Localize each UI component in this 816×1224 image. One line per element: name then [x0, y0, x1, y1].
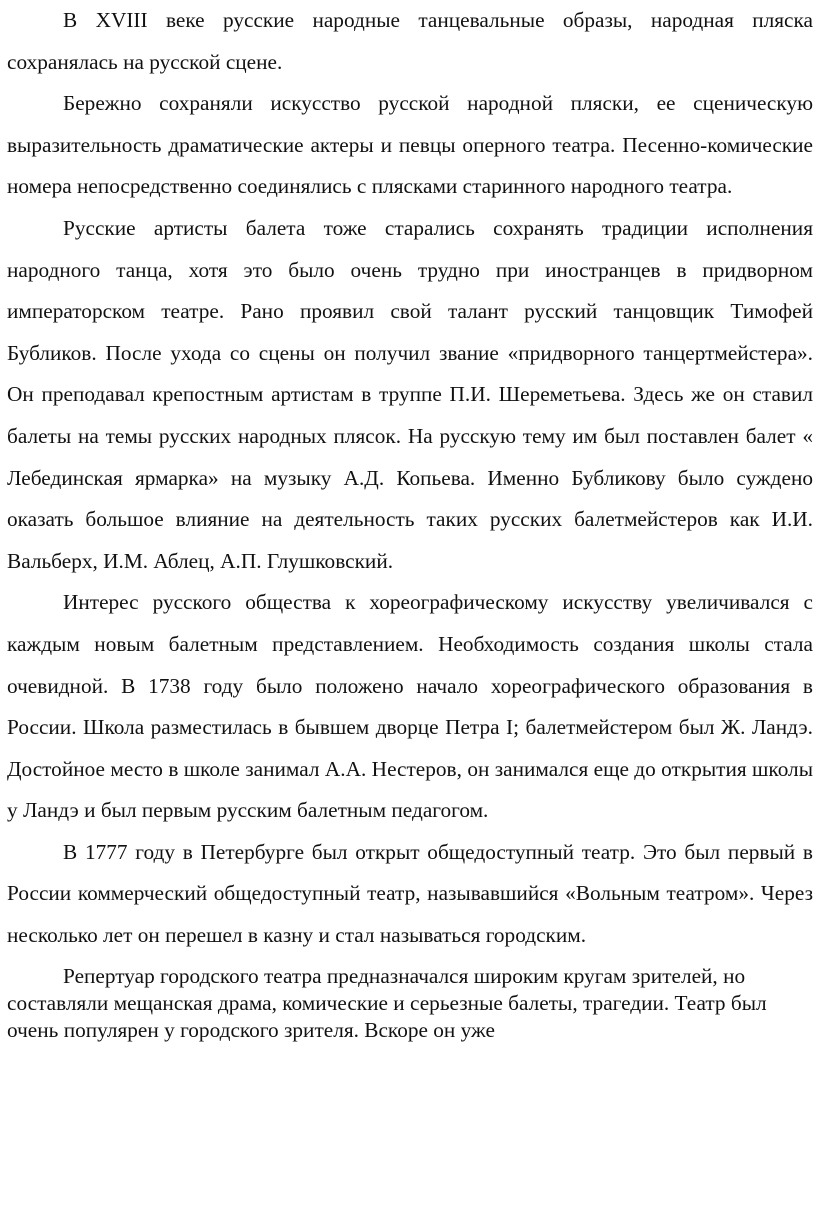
paragraph-2: Бережно сохраняли искусство русской народной пляски, ее сценическую выразительность драматические актеры и певцы оперного театра. Песенно-комические номера непосредственно соединялись с плясками старинного народного театра.: [7, 91, 813, 199]
paragraph-4: Интерес русского общества к хореографическому искусству увеличивался с каждым новым балетным представлением. Необходимость создания школы стала очевидной. В 1738 году было положено начало хореографического образования в России. Школа разместилась в бывшем дворце Петра I; балетмейстером был Ж. Ландэ. Достойное место в школе занимал А.А. Нестеров, он занимался еще до открытия школы у Ландэ и был первым русским балетным педагогом.: [7, 590, 813, 823]
paragraph-3: Русские артисты балета тоже старались сохранять традиции исполнения народного танца, хотя это было очень трудно при иностранцев в придворном императорском театре. Рано проявил свой талант русский танцовщик Тимофей Бубликов. После ухода со сцены он получил звание «придворного танцертмейстера». Он преподавал крепостным артистам в труппе П.И. Шереметьева. Здесь же он ставил балеты на темы русских народных плясок. На русскую тему им был поставлен балет « Лебединская ярмарка» на музыку А.Д. Копьева. Именно Бубликову было суждено оказать большое влияние на деятельность таких русских балетмейстеров как И.И. Вальберх, И.М. Аблец, А.П. Глушковский.: [7, 215, 813, 573]
document-page: [7, 0, 813, 1044]
paragraph-5: В 1777 году в Петербурге был открыт общедоступный театр. Это был первый в России коммерческий общедоступный театр, называвшийся «Вольным театром». Через несколько лет он перешел в казну и стал называться городским.: [7, 839, 813, 948]
paragraph-6: Репертуар городского театра предназначался широким кругам зрителей, но составляли мещанская драма, комические и серьезные балеты, трагедии. Театр был очень популярен у городского зрителя. Вскоре он уже: [7, 963, 767, 1042]
paragraph-1: В XVIII веке русские народные танцевальные образы, народная пляска сохранялась на русской сцене.: [7, 8, 813, 74]
